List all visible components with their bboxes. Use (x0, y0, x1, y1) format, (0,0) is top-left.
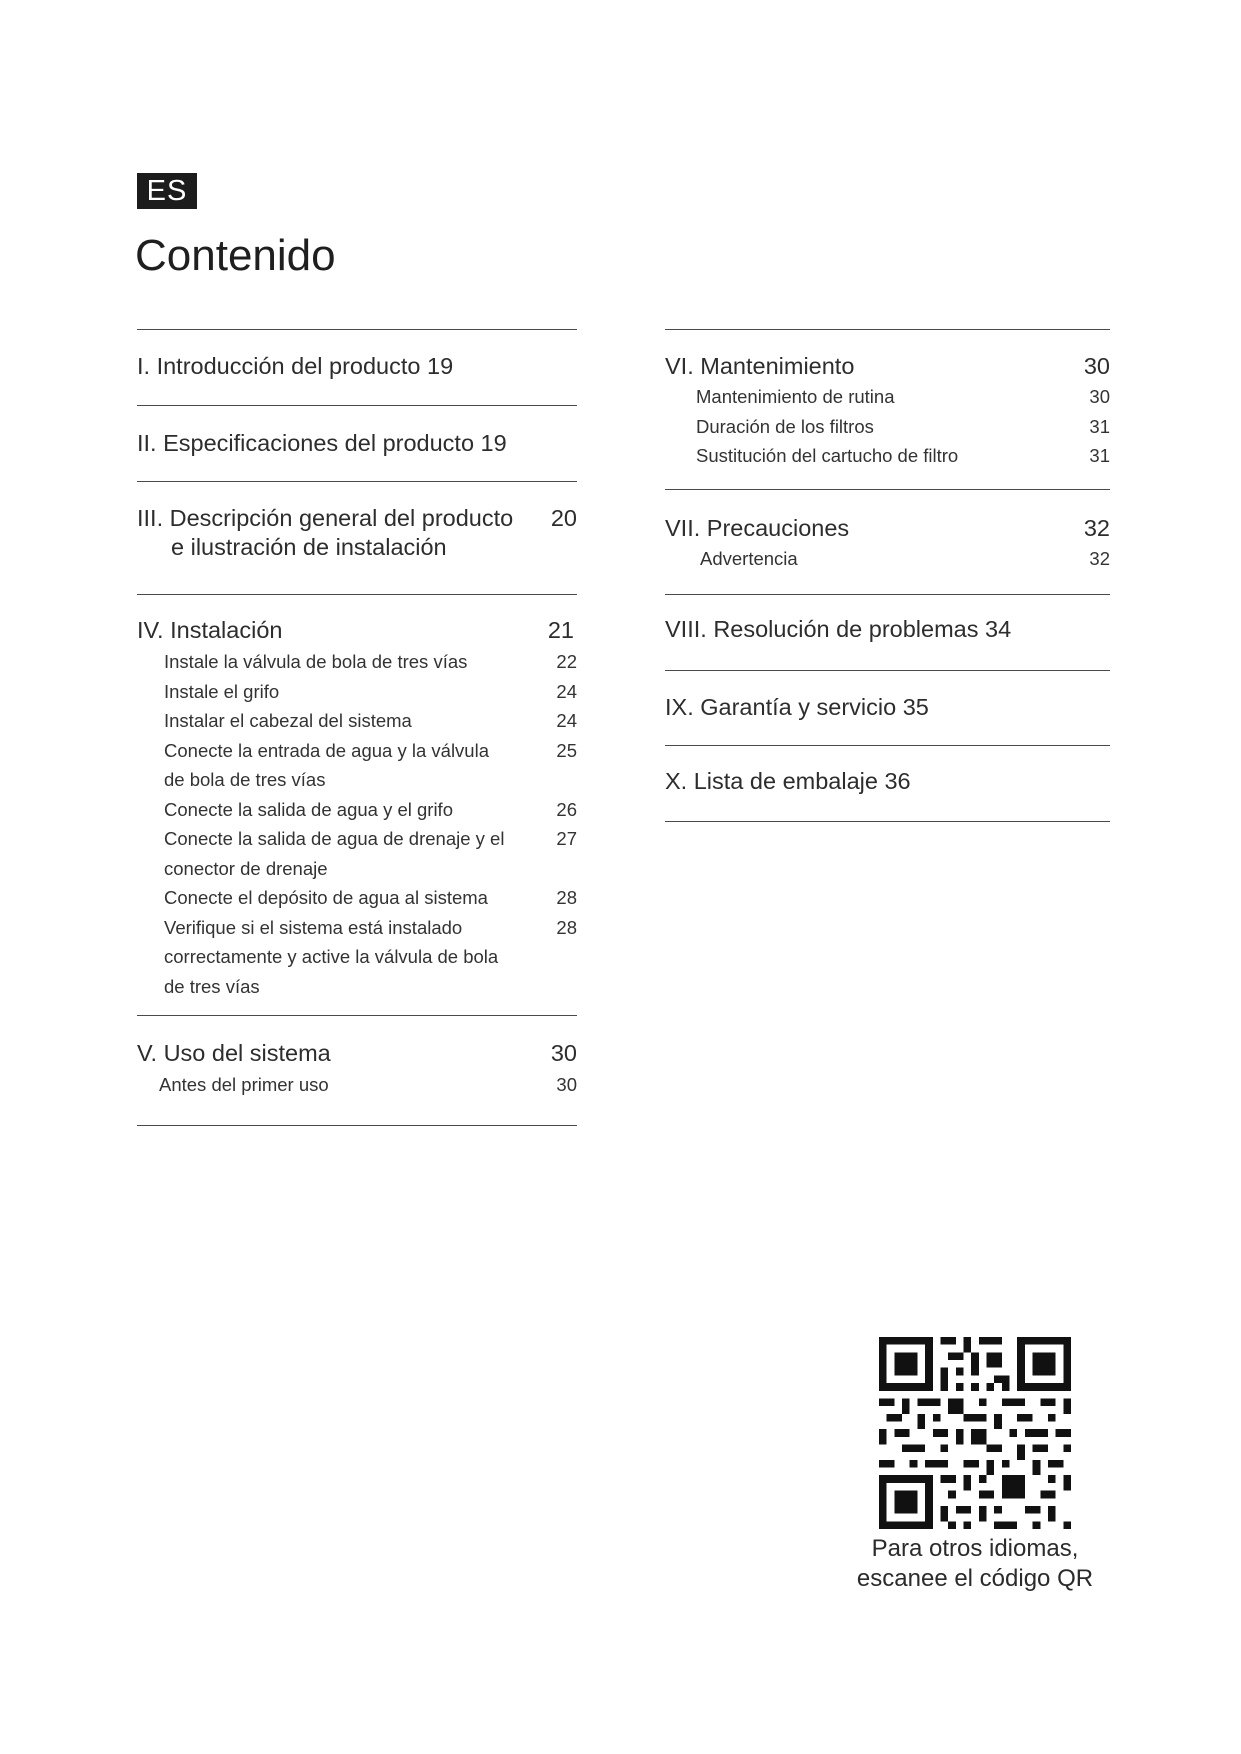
qr-code[interactable] (879, 1337, 1071, 1529)
qr-caption-line: escanee el código QR (856, 1565, 1094, 1592)
toc-subentry[interactable]: Instalar el cabezal del sistema 24 (164, 710, 577, 731)
toc-subentry[interactable]: Instale la válvula de bola de tres vías 22 (164, 651, 577, 672)
toc-section-title: X. Lista de embalaje 36 (665, 768, 911, 794)
toc-section-8[interactable] (665, 595, 1110, 670)
toc-section-title: II. Especificaciones del producto 19 (137, 430, 507, 456)
toc-section-title: VI. Mantenimiento (665, 353, 855, 379)
toc-subentry[interactable]: Mantenimiento de rutina 30 (696, 386, 1110, 407)
toc-page-number: 20 (550, 505, 577, 531)
toc-section-1[interactable] (137, 330, 577, 405)
toc-left-column (137, 329, 577, 1126)
toc-page-number: 30 (1083, 353, 1110, 379)
toc-section-9[interactable] (665, 671, 1110, 745)
page-title: Contenido (135, 231, 336, 280)
divider (665, 821, 1110, 822)
toc-subentry[interactable]: Duración de los filtros 31 (696, 415, 1110, 437)
toc-subentry[interactable]: Verifique si el sistema está instalado correctamente y active la válvula de bola de tres vías 28 (164, 916, 577, 997)
toc-section-title-cont: e ilustración de instalación (171, 534, 447, 560)
toc-page-number: 30 (550, 1040, 577, 1066)
toc-section-10[interactable] (665, 746, 1110, 821)
language-badge: ES (137, 173, 197, 209)
toc-section-5[interactable] (137, 1016, 577, 1125)
toc-subentry[interactable]: Conecte el depósito de agua al sistema 28 (164, 887, 577, 908)
toc-subentry[interactable]: Sustitución del cartucho de filtro 31 (696, 445, 1110, 466)
toc-subentry[interactable]: Conecte la entrada de agua y la válvula de bola de tres vías 25 (164, 739, 577, 790)
toc-right-column (665, 329, 1110, 822)
toc-section-2[interactable] (137, 406, 577, 481)
toc-section-title: IX. Garantía y servicio 35 (665, 694, 929, 720)
toc-section-3[interactable] (137, 482, 577, 594)
qr-caption (820, 1534, 1130, 1594)
toc-section-title: VII. Precauciones (665, 515, 850, 541)
qr-caption-line: Para otros idiomas, (871, 1535, 1079, 1562)
toc-section-4[interactable] (137, 595, 577, 1015)
toc-section-title: VIII. Resolución de problemas 34 (665, 616, 1012, 642)
toc-subentry[interactable]: Conecte la salida de agua de drenaje y el conector de drenaje 27 (164, 828, 577, 879)
toc-page-number: 21 (547, 617, 574, 643)
toc-section-title: I. Introducción del producto 19 (137, 353, 454, 379)
toc-section-title: III. Descripción general del producto (137, 505, 514, 531)
toc-subentry[interactable]: Advertencia 32 (700, 548, 1110, 569)
divider (137, 1125, 577, 1126)
toc-subentry[interactable]: Instale el grifo 24 (164, 680, 577, 702)
toc-page-number: 32 (1083, 515, 1110, 541)
toc-subentry[interactable]: Antes del primer uso 30 (159, 1074, 577, 1095)
toc-section-title: V. Uso del sistema (137, 1040, 331, 1066)
toc-subentry[interactable]: Conecte la salida de agua y el grifo 26 (164, 798, 577, 820)
toc-section-7[interactable] (665, 490, 1110, 594)
toc-section-6[interactable] (665, 330, 1110, 489)
toc-section-title: IV. Instalación (137, 617, 283, 643)
